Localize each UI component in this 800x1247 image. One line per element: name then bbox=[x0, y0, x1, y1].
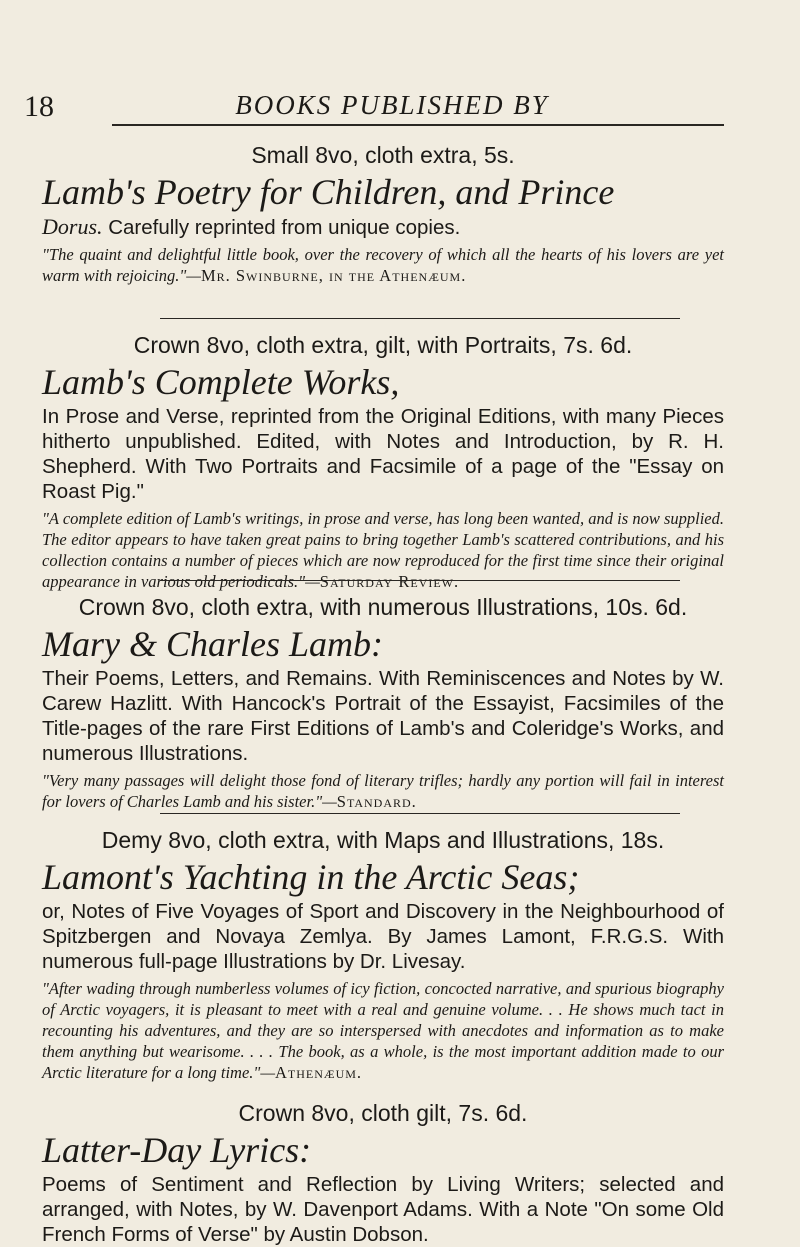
book-title: Lamb's Poetry for Children, and Prince bbox=[42, 172, 615, 212]
review-source: Mr. Swinburne, in the Athenæum. bbox=[200, 266, 467, 285]
title-continuation: Dorus. bbox=[42, 214, 103, 239]
pub-details: Crown 8vo, cloth gilt, 7s. 6d. bbox=[238, 1100, 528, 1126]
running-title: BOOKS PUBLISHED BY bbox=[235, 90, 549, 120]
book-description: Their Poems, Letters, and Remains. With Reminiscences and Notes by W. Carew Hazlitt. With Hancock's Portrait of the Essayist, Facsimiles of the Title-pages of the rare First Editions of Lamb's and Coleridge's Works, and numerous Illustrations. bbox=[42, 667, 724, 765]
review-quote: "Very many passages will delight those fond of literary trifles; hardly any portion will fail in interest for lovers of Charles Lamb and his sister."—Standard. bbox=[42, 771, 724, 811]
book-description: or, Notes of Five Voyages of Sport and Discovery in the Neighbourhood of Spitzbergen and Novaya Zemlya. By James Lamont, F.R.G.S. With numerous full-page Illustrations by Dr. Livesay. bbox=[42, 900, 724, 973]
pub-details: Crown 8vo, cloth extra, gilt, with Portraits, 7s. 6d. bbox=[133, 332, 633, 358]
section-divider bbox=[160, 318, 680, 319]
section-divider bbox=[160, 813, 680, 814]
pub-details: Crown 8vo, cloth extra, with numerous Illustrations, 10s. 6d. bbox=[78, 594, 688, 620]
book-entry-lambs-poetry bbox=[42, 140, 724, 286]
book-description: Dorus. Carefully reprinted from unique copies. bbox=[42, 214, 461, 239]
review-source: Standard. bbox=[336, 792, 417, 811]
header-rule bbox=[112, 124, 724, 126]
pub-details: Demy 8vo, cloth extra, with Maps and Illustrations, 18s. bbox=[101, 827, 665, 853]
book-entry-lambs-complete-works bbox=[42, 330, 724, 592]
review-quote: "The quaint and delightful little book, over the recovery of which all the hearts of his lovers are yet warm with rejoicing."—Mr. Swinburne, in the Athenæum. bbox=[42, 245, 724, 285]
section-divider bbox=[160, 580, 680, 581]
review-quote: "A complete edition of Lamb's writings, in prose and verse, has long been wanted, and is now supplied. The editor appears to have taken great pains to bring together Lamb's scattered contributions, and his collection contains a number of pieces which are now reproduced for the first time since their original appearance in various old periodicals."—Saturday Review. bbox=[42, 509, 724, 591]
page-number: 18 bbox=[24, 90, 54, 123]
review-source: Athenæum. bbox=[275, 1063, 363, 1082]
book-entry-lamonts-yachting bbox=[42, 825, 724, 1083]
review-quote: "After wading through numberless volumes of icy fiction, concocted narrative, and spurious biography of Arctic voyagers, it is pleasant to meet with a real and genuine volume. . . He shows much tact in recounting his adventures, and they are so interspersed with anecdotes and information as to make them anything but wearisome. . . . The book, as a whole, is the most important addition made to our Arctic literature for a long time."—Athenæum. bbox=[42, 979, 724, 1082]
book-title: Lamb's Complete Works, bbox=[42, 362, 400, 402]
page-header bbox=[24, 84, 760, 124]
book-title: Latter-Day Lyrics: bbox=[42, 1130, 312, 1170]
book-description: In Prose and Verse, reprinted from the Original Editions, with many Pieces hitherto unpublished. Edited, with Notes and Introduction, by R. H. Shepherd. With Two Portraits and Facsimile of a page of the "Essay on Roast Pig." bbox=[42, 405, 724, 503]
book-entry-mary-charles-lamb bbox=[42, 592, 724, 812]
review-source: Saturday Review. bbox=[319, 572, 460, 591]
book-title: Lamont's Yachting in the Arctic Seas; bbox=[42, 857, 580, 897]
book-title: Mary & Charles Lamb: bbox=[42, 624, 383, 664]
pub-details: Small 8vo, cloth extra, 5s. bbox=[251, 142, 515, 168]
book-entry-latter-day-lyrics bbox=[42, 1098, 724, 1247]
book-description: Poems of Sentiment and Reflection by Living Writers; selected and arranged, with Notes, by W. Davenport Adams. With a Note "On some Old French Forms of Verse" by Austin Dobson. bbox=[42, 1173, 724, 1246]
